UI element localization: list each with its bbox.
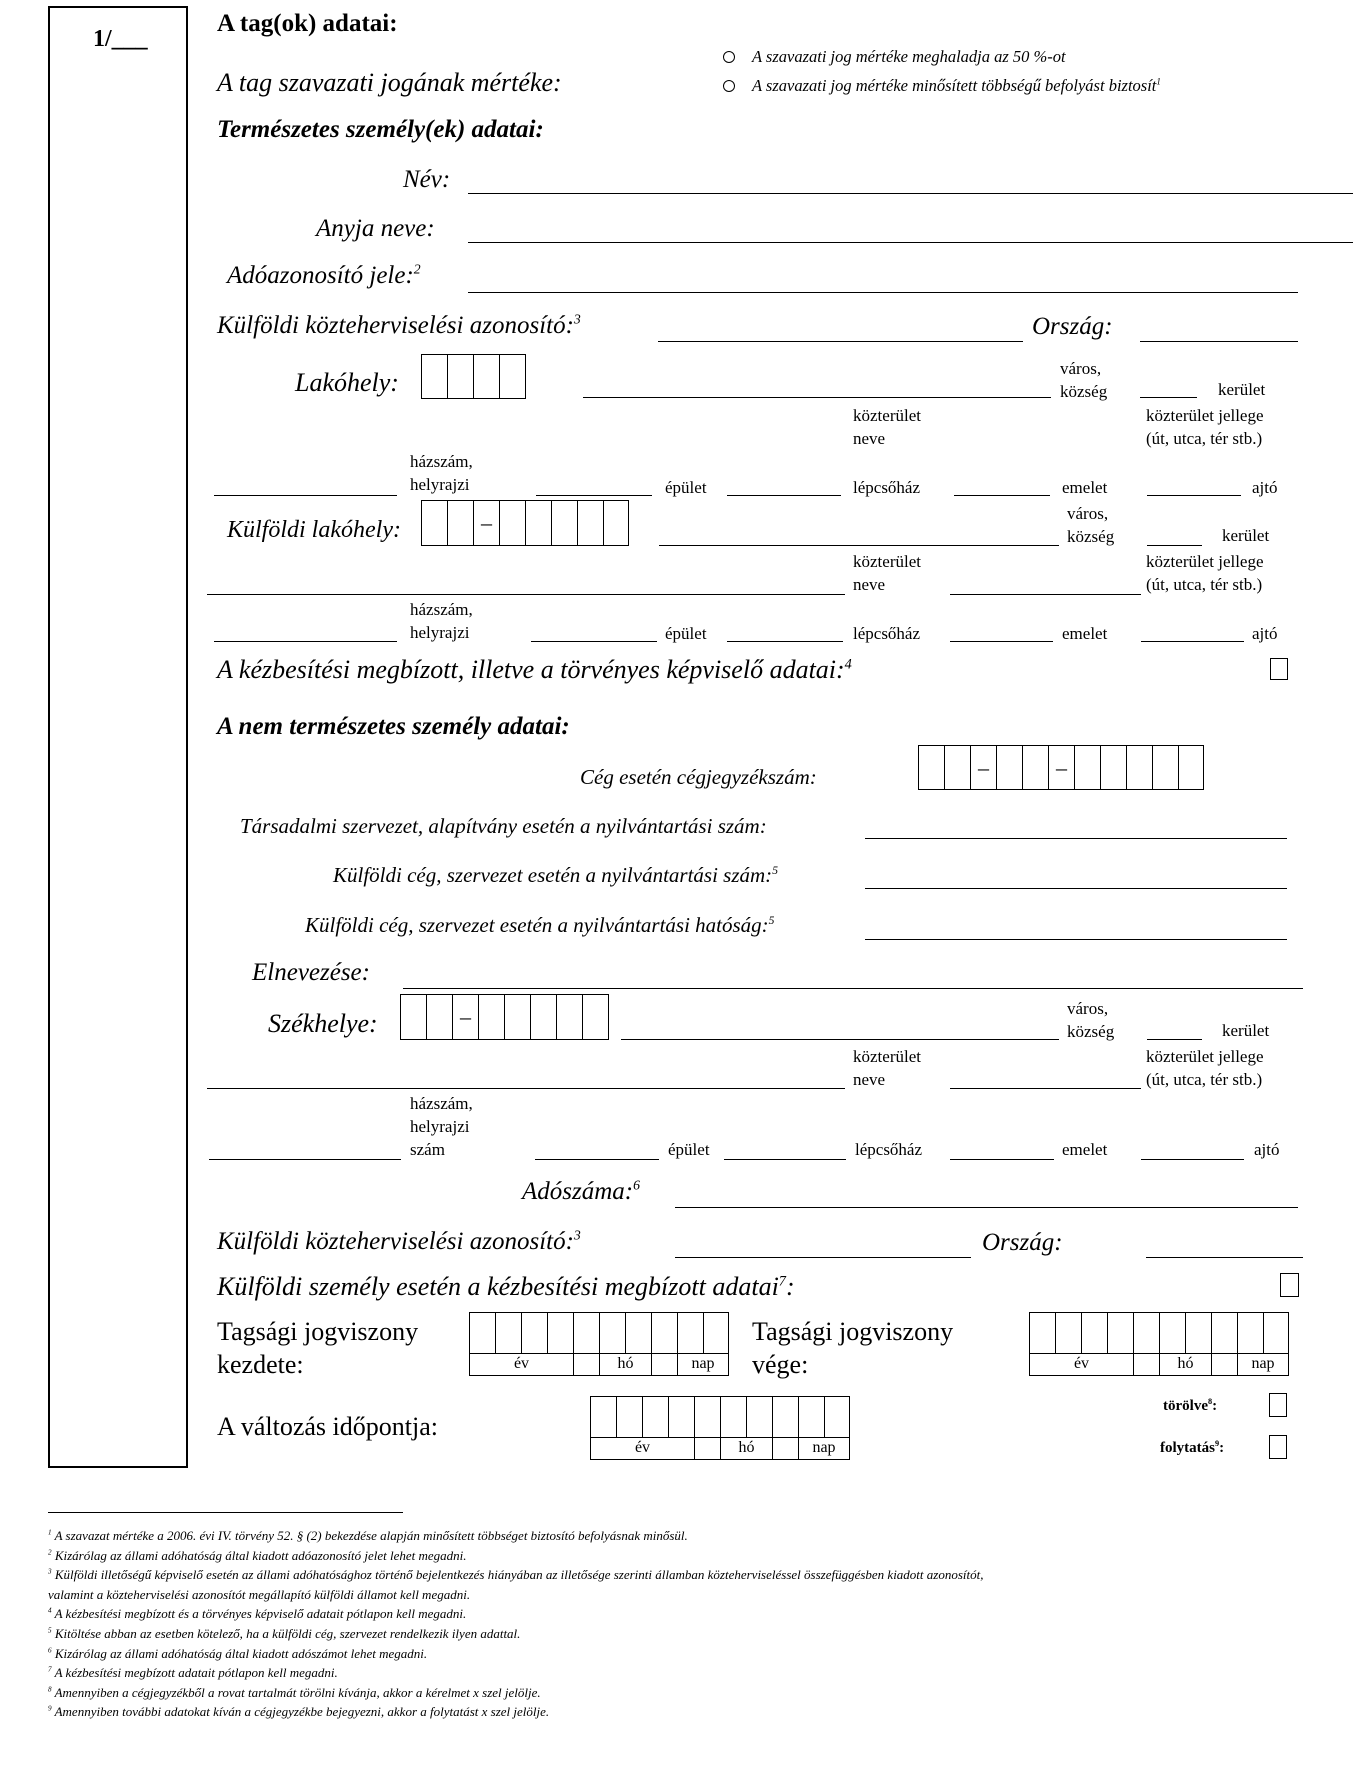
footnote <box>48 1567 983 1582</box>
residence-house-hint: házszám, helyrajzi <box>410 452 473 494</box>
foreign-residence-building-field[interactable] <box>727 641 843 642</box>
foreign-id-label: Külföldi közteherviselési azonosító:$^3$ <box>217 311 581 339</box>
seat-staircase-hint: lépcsőház <box>855 1140 923 1159</box>
footnote-text: A szavazat mértéke a 2006. évi IV. törvény 52. § (2) bekezdése alapján minősített többséget biztosító befolyásnak minősül. <box>54 1528 688 1543</box>
seat-house-street-field[interactable] <box>209 1159 401 1160</box>
footnote-number: 6 <box>48 1646 52 1655</box>
seat-street-type-field[interactable] <box>950 1088 1141 1089</box>
seat-street-field[interactable] <box>207 1088 845 1089</box>
social-org-label: Társadalmi szervezet, alapítvány esetén a nyilvántartási szám: <box>240 814 767 838</box>
residence-city-field[interactable] <box>583 397 1051 398</box>
foreign-residence-city-field[interactable] <box>659 545 1059 546</box>
footnote-number: 5 <box>48 1626 52 1635</box>
residence-street-name-hint: közterület neve <box>853 406 921 448</box>
voting-option1-radio[interactable] <box>723 51 735 63</box>
company-reg-boxes[interactable]: – – <box>918 745 1204 790</box>
seat-building-hint: épület <box>668 1140 710 1159</box>
residence-door-hint: ajtó <box>1252 478 1278 497</box>
tax-number-field[interactable] <box>675 1207 1298 1208</box>
footnote-text: Kizárólag az állami adóhatóság által kiadott adószámot lehet megadni. <box>54 1645 428 1661</box>
foreign-reg-no-field[interactable] <box>865 888 1287 889</box>
country-field[interactable] <box>1140 341 1298 342</box>
voting-option2-radio[interactable] <box>723 80 735 92</box>
seat-street-name-hint: közterület neve <box>853 1047 921 1089</box>
continued-checkbox[interactable] <box>1269 1435 1287 1459</box>
footnote-number: 8 <box>48 1685 52 1694</box>
seat-district-hint: kerület <box>1222 1021 1270 1040</box>
footnote-number: 7 <box>48 1665 52 1674</box>
foreign-id-field[interactable] <box>658 341 1023 342</box>
seat-floor-field[interactable] <box>1141 1159 1244 1160</box>
residence-street-type-hint: közterület jellege (út, utca, tér stb.) <box>1146 406 1264 448</box>
seat-street-type-hint: közterület jellege (út, utca, tér stb.) <box>1146 1047 1264 1089</box>
residence-staircase-field[interactable] <box>954 495 1050 496</box>
legal-foreign-id-field[interactable] <box>675 1257 971 1258</box>
residence-city-hint: város, község <box>1060 359 1108 401</box>
tax-id-field[interactable] <box>468 292 1298 293</box>
residence-floor-hint: emelet <box>1062 478 1108 497</box>
residence-building-hint: épület <box>665 478 707 497</box>
membership-start-label: Tagsági jogviszony kezdete: <box>217 1317 419 1379</box>
foreign-residence-house-street-field[interactable] <box>214 641 397 642</box>
seat-staircase-field[interactable] <box>950 1159 1054 1160</box>
entity-name-field[interactable] <box>403 988 1303 989</box>
legal-entity-header: A nem természetes személy adatai: <box>217 713 570 740</box>
record-number-box <box>48 6 188 1468</box>
seat-floor-hint: emelet <box>1062 1140 1108 1159</box>
footnote <box>48 1646 427 1661</box>
foreign-reg-no-label: Külföldi cég, szervezet esetén a nyilvántartási szám:$^5$ <box>333 863 778 887</box>
footnote-text: Kitöltése abban az esetben kötelező, ha a külföldi cég, szervezet rendelkezik ilyen adattal. <box>54 1626 521 1641</box>
residence-label: Lakóhely: <box>295 368 399 397</box>
foreign-residence-street-type-field[interactable] <box>950 594 1141 595</box>
seat-house-hint: házszám, helyrajzi szám <box>410 1094 473 1159</box>
membership-start-date[interactable]: év hó nap <box>469 1312 729 1376</box>
seat-door-hint: ajtó <box>1254 1140 1280 1159</box>
social-org-field[interactable] <box>865 838 1287 839</box>
foreign-residence-city-hint: város, község <box>1067 504 1115 546</box>
residence-floor-field[interactable] <box>1147 495 1241 496</box>
voting-option1-label: A szavazati jog mértéke meghaladja az 50 %-ot <box>752 47 1066 66</box>
members-header: A tag(ok) adatai: <box>217 10 398 37</box>
company-reg-label: Cég esetén cégjegyzékszám: <box>580 765 817 789</box>
foreign-residence-district-field[interactable] <box>1147 545 1202 546</box>
deleted-checkbox[interactable] <box>1269 1393 1287 1417</box>
membership-end-date[interactable]: év hó nap <box>1029 1312 1289 1376</box>
footnote <box>48 1528 688 1543</box>
foreign-residence-house-field[interactable] <box>531 641 657 642</box>
legal-foreign-id-label: Külföldi közteherviselési azonosító:$^3$ <box>217 1227 581 1255</box>
foreign-authority-label: Külföldi cég, szervezet esetén a nyilvántartási hatóság:$^5$ <box>305 913 775 937</box>
tax-number-label: Adószáma:$^6$ <box>522 1177 640 1205</box>
footnote-text: A kézbesítési megbízott és a törvényes képviselő adatait pótlapon kell megadni. <box>54 1606 467 1622</box>
mother-name-label: Anyja neve: <box>316 215 435 242</box>
voting-option2-label: A szavazati jog mértéke minősített többségű befolyást biztosít$^1$ <box>752 76 1161 95</box>
footnote <box>48 1548 467 1563</box>
footnote-text: A kézbesítési megbízott adatait pótlapon kell megadni. <box>54 1665 338 1681</box>
foreign-residence-postcode[interactable]: – <box>421 500 629 546</box>
footnote-number: 1 <box>48 1528 52 1537</box>
foreign-residence-staircase-hint: lépcsőház <box>853 624 921 643</box>
residence-staircase-hint: lépcsőház <box>853 478 921 497</box>
footnote <box>48 1685 541 1700</box>
change-date[interactable]: év hó nap <box>590 1396 850 1460</box>
footnote-text: Amennyiben a cégjegyzékből a rovat tartalmát törölni kívánja, akkor a kérelmet x szel jelölje. <box>54 1684 541 1700</box>
delivery-agent-label: A kézbesítési megbízott, illetve a törvényes képviselő adatai:$^4$ <box>217 655 852 684</box>
seat-city-hint: város, község <box>1067 999 1115 1041</box>
footnote <box>48 1704 549 1719</box>
foreign-residence-floor-field[interactable] <box>1141 641 1244 642</box>
foreign-residence-staircase-field[interactable] <box>950 641 1053 642</box>
seat-district-field[interactable] <box>1147 1039 1202 1040</box>
legal-country-field[interactable] <box>1146 1257 1303 1258</box>
footnote <box>48 1626 520 1641</box>
footnote-number: 2 <box>48 1548 52 1557</box>
footnote <box>48 1587 470 1602</box>
mother-name-field[interactable] <box>468 242 1353 243</box>
footnote-number: 4 <box>48 1607 52 1616</box>
footnote-text: Kizárólag az állami adóhatóság által kiadott adóazonosító jelet lehet megadni. <box>54 1547 467 1563</box>
natural-persons-header: Természetes személy(ek) adatai: <box>217 116 544 143</box>
delivery-agent-checkbox[interactable] <box>1270 658 1288 680</box>
country-label: Ország: <box>1032 313 1113 340</box>
footnote-number: 3 <box>48 1567 52 1576</box>
footnote-text: Külföldi illetőségű képviselő esetén az állami adóhatósághoz történő bejelentkezés hiányában az illetősége szerinti államban közteherviseléssel összefüggésben kiadott azonosítót, <box>54 1567 984 1583</box>
record-number: 1/___ <box>93 26 148 52</box>
deleted-label: törölve$^8$: <box>1163 1397 1218 1414</box>
tax-id-label: Adóazonosító jele:$^2$ <box>227 261 421 289</box>
foreign-agent-label: Külföldi személy esetén a kézbesítési megbízott adatai$^7$: <box>217 1272 795 1301</box>
seat-postcode[interactable]: – <box>400 994 609 1040</box>
foreign-residence-street-field[interactable] <box>207 594 845 595</box>
foreign-residence-district-hint: kerület <box>1222 526 1270 545</box>
footnote <box>48 1665 338 1680</box>
footnote-text: valamint a közteherviselési azonosítót megállapító külföldi államot kell megadni. <box>48 1586 471 1602</box>
foreign-residence-house-hint: házszám, helyrajzi <box>410 600 473 642</box>
foreign-residence-door-hint: ajtó <box>1252 624 1278 643</box>
foreign-residence-floor-hint: emelet <box>1062 624 1108 643</box>
residence-district-field[interactable] <box>1140 397 1197 398</box>
footnote-separator <box>48 1512 403 1513</box>
residence-house-field[interactable] <box>536 495 652 496</box>
foreign-residence-street-name-hint: közterület neve <box>853 552 921 594</box>
residence-district-hint: kerület <box>1218 380 1266 399</box>
foreign-residence-street-type-hint: közterület jellege (út, utca, tér stb.) <box>1146 552 1264 594</box>
residence-building-field[interactable] <box>727 495 841 496</box>
foreign-authority-field[interactable] <box>865 939 1287 940</box>
foreign-residence-building-hint: épület <box>665 624 707 643</box>
footnote-text: Amennyiben további adatokat kíván a cégjegyzékbe bejegyezni, akkor a folytatást x szel jelölje. <box>54 1704 550 1720</box>
seat-building-field[interactable] <box>724 1159 846 1160</box>
seat-label: Székhelye: <box>268 1009 378 1038</box>
membership-end-label: Tagsági jogviszony vége: <box>752 1317 954 1379</box>
footnote-number: 9 <box>48 1705 52 1714</box>
footnote <box>48 1606 466 1621</box>
name-field[interactable] <box>468 193 1353 194</box>
entity-name-label: Elnevezése: <box>252 959 370 986</box>
change-date-label: A változás időpontja: <box>217 1412 438 1441</box>
residence-postcode[interactable] <box>421 354 526 399</box>
residence-street-field[interactable] <box>214 495 397 496</box>
name-label: Név: <box>403 166 451 193</box>
continued-label: folytatás$^9$: <box>1160 1439 1225 1456</box>
legal-country-label: Ország: <box>982 1229 1063 1256</box>
voting-label: A tag szavazati jogának mértéke: <box>217 68 562 97</box>
foreign-residence-label: Külföldi lakóhely: <box>227 517 401 543</box>
foreign-agent-checkbox[interactable] <box>1280 1273 1299 1297</box>
seat-house-field[interactable] <box>535 1159 659 1160</box>
seat-city-field[interactable] <box>621 1039 1059 1040</box>
